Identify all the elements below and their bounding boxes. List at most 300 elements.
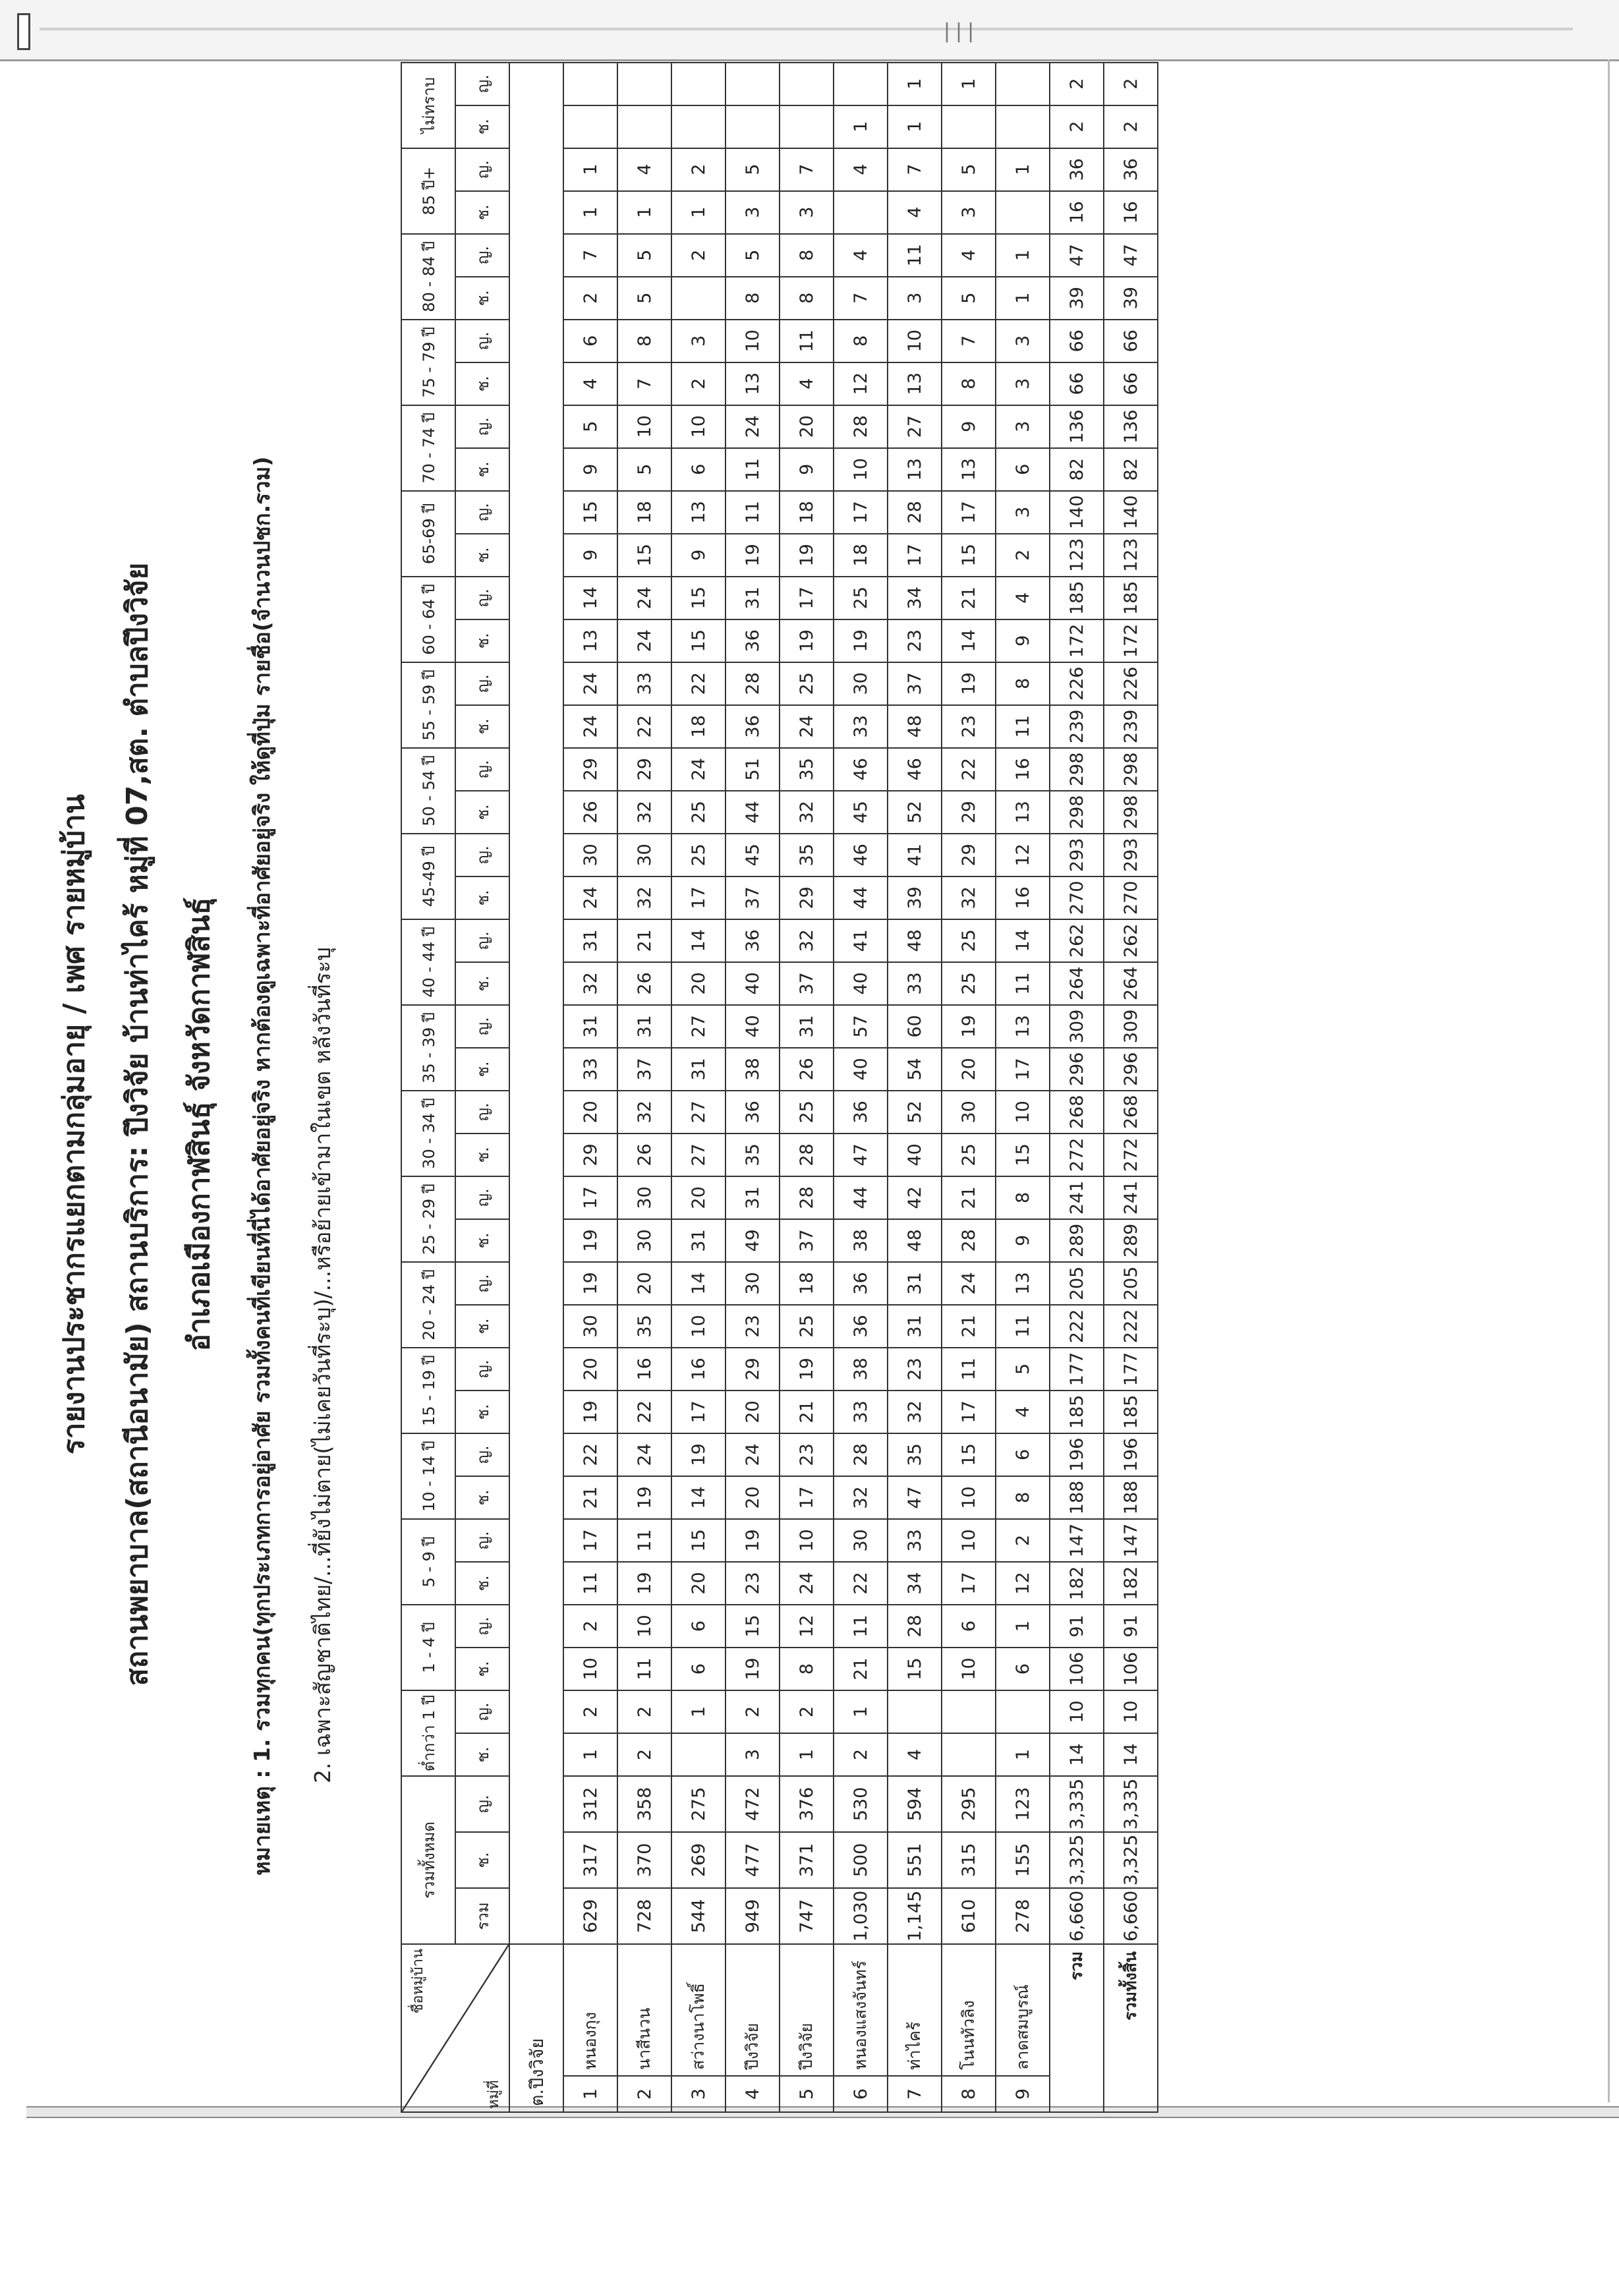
cell-age-female: 293	[1104, 834, 1158, 876]
header-age-male: ช.	[455, 277, 509, 320]
cell-age-female: 51	[725, 748, 780, 791]
cell-age-female: 24	[617, 577, 671, 619]
header-age-female: ญ.	[455, 1348, 509, 1391]
village-no: 5	[780, 2076, 834, 2112]
header-age-group: 65-69 ปี	[401, 491, 455, 577]
cell-age-male: 1	[888, 105, 942, 148]
cell-age-female: 38	[834, 1348, 888, 1391]
cell-age-male: 4	[563, 362, 617, 405]
cell-age-male: 11	[996, 705, 1050, 748]
cell-age-female: 30	[617, 834, 671, 876]
cell-age-male: 33	[834, 705, 888, 748]
cell-age-male: 9	[780, 448, 834, 491]
cell-age-female: 29	[617, 748, 671, 791]
header-age-male: ช.	[455, 1219, 509, 1262]
header-age-female: ญ.	[455, 1005, 509, 1048]
cell-age-female: 226	[1104, 662, 1158, 705]
cell-age-female: 19	[780, 1348, 834, 1391]
cell-age-male: 3	[725, 1733, 780, 1776]
cell-age-male: 25	[942, 962, 996, 1005]
cell-age-male: 24	[780, 1562, 834, 1605]
cell-age-male: 39	[1104, 277, 1158, 320]
cell-age-female: 25	[942, 919, 996, 962]
cell-age-male: 31	[671, 1219, 725, 1262]
cell-age-male: 32	[617, 791, 671, 834]
cell-age-male: 13	[888, 448, 942, 491]
cell-age-female: 4	[996, 577, 1050, 619]
cell-age-female: 22	[563, 1433, 617, 1476]
cell-age-female: 16	[671, 1348, 725, 1391]
cell-age-female: 10	[780, 1519, 834, 1562]
cell-age-male: 1	[563, 191, 617, 234]
cell-age-female: 11	[888, 234, 942, 277]
cell-age-female: 205	[1050, 1262, 1104, 1305]
header-village-no: หมู่ที่	[486, 2080, 502, 2109]
cell-age-male: 28	[942, 1219, 996, 1262]
cell-age-female: 31	[888, 1262, 942, 1305]
cell-age-male	[671, 277, 725, 320]
cell-age-male: 32	[617, 876, 671, 919]
cell-age-male	[996, 105, 1050, 148]
cell-age-female: 19	[725, 1519, 780, 1562]
header-age-group: 25 - 29 ปี	[401, 1176, 455, 1262]
cell-age-male: 8	[942, 362, 996, 405]
cell-age-male	[725, 105, 780, 148]
cell-age-female: 14	[563, 577, 617, 619]
cell-male: 315	[942, 1832, 996, 1888]
cell-age-female: 2	[1104, 63, 1158, 105]
header-age-group: 50 - 54 ปี	[401, 748, 455, 834]
cell-age-male: 21	[780, 1391, 834, 1433]
cell-age-female: 8	[834, 320, 888, 362]
cell-age-male: 25	[671, 791, 725, 834]
header-age-female: ญ.	[455, 1519, 509, 1562]
cell-age-female: 30	[617, 1176, 671, 1219]
cell-age-male: 31	[888, 1305, 942, 1348]
header-age-male: ช.	[455, 1648, 509, 1690]
cell-age-male: 1	[834, 105, 888, 148]
table-row	[671, 63, 725, 2112]
cell-age-male: 185	[1050, 1391, 1104, 1433]
cell-age-male	[671, 105, 725, 148]
cell-age-male: 21	[563, 1476, 617, 1519]
cell-age-male: 30	[617, 1219, 671, 1262]
cell-age-male: 15	[617, 534, 671, 577]
cell-age-female: 136	[1050, 405, 1104, 448]
cell-age-female: 2	[563, 1690, 617, 1733]
cell-age-female: 15	[671, 577, 725, 619]
cell-age-male: 24	[617, 619, 671, 662]
cell-age-female: 18	[780, 491, 834, 534]
cell-age-male: 3	[725, 191, 780, 234]
cell-age-male: 15	[942, 534, 996, 577]
village-no: 3	[671, 2076, 725, 2112]
cell-age-female: 6	[563, 320, 617, 362]
cell-age-male: 5	[617, 448, 671, 491]
report-title: รายงานประชากรแยกตามกลุ่มอายุ / เพศ รายหมู่บ้าน	[57, 794, 91, 1454]
cell-age-female: 41	[888, 834, 942, 876]
cell-female: 472	[725, 1776, 780, 1832]
cell-age-female: 25	[834, 577, 888, 619]
cell-age-male: 2	[996, 534, 1050, 577]
cell-age-male: 14	[671, 1476, 725, 1519]
cell-age-male: 182	[1104, 1562, 1158, 1605]
cell-age-male: 22	[617, 1391, 671, 1433]
header-age-male: ช.	[455, 1305, 509, 1348]
cell-age-male: 45	[834, 791, 888, 834]
cell-total: 544	[671, 1888, 725, 1944]
cell-age-female: 2	[563, 1605, 617, 1648]
cell-male: 477	[725, 1832, 780, 1888]
cell-age-male: 106	[1104, 1648, 1158, 1690]
cell-age-male: 24	[780, 705, 834, 748]
header-age-male: ช.	[455, 705, 509, 748]
cell-age-male: 272	[1050, 1134, 1104, 1176]
header-age-male: ช.	[455, 962, 509, 1005]
cell-age-male	[942, 1733, 996, 1776]
cell-age-female	[780, 63, 834, 105]
cell-age-male: 123	[1050, 534, 1104, 577]
cell-age-male: 188	[1050, 1476, 1104, 1519]
cell-age-male: 1	[996, 277, 1050, 320]
cell-age-female: 13	[671, 491, 725, 534]
cell-age-female: 20	[563, 1091, 617, 1134]
cell-age-female: 136	[1104, 405, 1158, 448]
table-row	[563, 63, 617, 2112]
cell-age-female: 37	[888, 662, 942, 705]
cell-age-female: 36	[834, 1091, 888, 1134]
cell-age-male: 13	[888, 362, 942, 405]
cell-age-female: 19	[563, 1262, 617, 1305]
header-age-male: ช.	[455, 105, 509, 148]
cell-age-female: 31	[617, 1005, 671, 1048]
cell-age-male	[563, 105, 617, 148]
cell-age-male: 270	[1104, 876, 1158, 919]
cell-age-male: 37	[617, 1048, 671, 1091]
page-edge	[1608, 59, 1610, 2102]
cell-age-male: 3	[888, 277, 942, 320]
village-name: หนองแสงจันทร์	[834, 1944, 888, 2076]
cell-total: 278	[996, 1888, 1050, 1944]
cell-age-male	[617, 105, 671, 148]
cell-age-female: 31	[780, 1005, 834, 1048]
header-age-female: ญ.	[455, 1433, 509, 1476]
cell-age-male: 2	[834, 1733, 888, 1776]
cell-female: 295	[942, 1776, 996, 1832]
cell-age-male	[780, 105, 834, 148]
cell-age-male: 9	[671, 534, 725, 577]
cell-age-female: 11	[725, 491, 780, 534]
cell-age-female: 20	[780, 405, 834, 448]
cell-age-male: 31	[671, 1048, 725, 1091]
cell-age-male: 38	[834, 1219, 888, 1262]
cell-age-female: 10	[942, 1519, 996, 1562]
cell-age-female: 28	[780, 1176, 834, 1219]
cell-age-male: 2	[1104, 105, 1158, 148]
cell-age-male: 5	[942, 277, 996, 320]
cell-female: 3,335	[1050, 1776, 1104, 1832]
cell-age-male: 17	[996, 1048, 1050, 1091]
cell-age-male: 32	[888, 1391, 942, 1433]
table-row	[996, 63, 1050, 2112]
cell-age-female: 29	[563, 748, 617, 791]
cell-age-male: 13	[725, 362, 780, 405]
cell-age-male: 3	[996, 362, 1050, 405]
cell-age-male: 298	[1050, 791, 1104, 834]
cell-age-female: 28	[888, 1605, 942, 1648]
cell-age-female: 268	[1050, 1091, 1104, 1134]
cell-age-female: 8	[996, 662, 1050, 705]
header-age-male: ช.	[455, 1733, 509, 1776]
cell-age-male: 264	[1050, 962, 1104, 1005]
header-age-male: ช.	[455, 791, 509, 834]
cell-age-female: 1	[671, 1690, 725, 1733]
cell-age-male: 32	[563, 962, 617, 1005]
cell-age-male: 19	[725, 534, 780, 577]
cell-age-male: 47	[888, 1476, 942, 1519]
cell-age-male: 289	[1104, 1219, 1158, 1262]
cell-age-female	[617, 63, 671, 105]
cell-age-male: 4	[888, 191, 942, 234]
cell-age-female: 7	[942, 320, 996, 362]
cell-age-female: 140	[1050, 491, 1104, 534]
cell-total: 6,660	[1104, 1888, 1158, 1944]
cell-age-female: 25	[780, 662, 834, 705]
village-name: สว่างนาโพธิ์	[671, 1944, 725, 2076]
cell-age-female: 21	[617, 919, 671, 962]
cell-total: 1,030	[834, 1888, 888, 1944]
cell-age-male: 289	[1050, 1219, 1104, 1262]
cell-age-female: 268	[1104, 1091, 1158, 1134]
cell-total: 610	[942, 1888, 996, 1944]
header-age-group: 20 - 24 ปี	[401, 1262, 455, 1348]
cell-age-female: 46	[888, 748, 942, 791]
cell-age-female: 31	[563, 919, 617, 962]
cell-age-female: 1	[563, 148, 617, 191]
header-sub-female: ญ.	[455, 1776, 509, 1832]
cell-age-male	[834, 191, 888, 234]
cell-age-male: 13	[942, 448, 996, 491]
cell-age-male: 3	[780, 191, 834, 234]
cell-age-female: 41	[834, 919, 888, 962]
village-no: 9	[996, 2076, 1050, 2112]
cell-age-male: 11	[725, 448, 780, 491]
cell-age-male: 8	[725, 277, 780, 320]
cell-age-female: 24	[563, 662, 617, 705]
cell-age-female: 7	[888, 148, 942, 191]
cell-age-male: 296	[1104, 1048, 1158, 1091]
cell-age-male: 34	[888, 1562, 942, 1605]
header-age-male: ช.	[455, 619, 509, 662]
village-no: 2	[617, 2076, 671, 2112]
cell-age-female: 24	[942, 1262, 996, 1305]
cell-age-male: 16	[996, 876, 1050, 919]
cell-age-female: 31	[563, 1005, 617, 1048]
cell-age-male: 1	[996, 1733, 1050, 1776]
cell-age-female: 16	[617, 1348, 671, 1391]
cell-age-male: 44	[725, 791, 780, 834]
header-age-female: ญ.	[455, 1690, 509, 1733]
cell-age-female: 3	[996, 491, 1050, 534]
header-age-male: ช.	[455, 362, 509, 405]
cell-age-female: 1	[888, 63, 942, 105]
cell-age-female: 147	[1104, 1519, 1158, 1562]
cell-age-female	[563, 63, 617, 105]
header-age-male: ช.	[455, 534, 509, 577]
district-label: ต.ปึงวิจัย	[509, 1944, 563, 2112]
cell-age-female: 13	[996, 1005, 1050, 1048]
cell-age-male: 16	[1104, 191, 1158, 234]
cell-age-female: 241	[1050, 1176, 1104, 1219]
cell-age-male: 264	[1104, 962, 1158, 1005]
cell-age-male: 19	[725, 1648, 780, 1690]
cell-age-female: 3	[996, 405, 1050, 448]
cell-age-female: 7	[780, 148, 834, 191]
header-age-female: ญ.	[455, 577, 509, 619]
cell-age-male: 4	[888, 1733, 942, 1776]
cell-age-female: 196	[1050, 1433, 1104, 1476]
cell-age-male: 4	[996, 1391, 1050, 1433]
cell-age-female: 40	[725, 1005, 780, 1048]
cell-age-female	[834, 63, 888, 105]
cell-age-male: 296	[1050, 1048, 1104, 1091]
cell-male: 269	[671, 1832, 725, 1888]
cell-total: 728	[617, 1888, 671, 1944]
cell-age-female: 36	[1104, 148, 1158, 191]
village-no: 4	[725, 2076, 780, 2112]
cell-age-female: 27	[671, 1005, 725, 1048]
cell-age-male: 54	[888, 1048, 942, 1091]
district-line: อำเภอเมืองกาฬสินธุ์ จังหวัดกาฬสินธุ์	[183, 897, 216, 1352]
cell-age-male: 13	[563, 619, 617, 662]
cell-age-female: 11	[834, 1605, 888, 1648]
cell-age-male: 20	[671, 962, 725, 1005]
cell-age-male: 222	[1104, 1305, 1158, 1348]
cell-age-female: 66	[1050, 320, 1104, 362]
note-1: หมายเหตุ : 1. รวมทุกคน(ทุกประเภทการอยู่อาศัย รวมทั้งคนที่เขียนที่นี่ได้อาศัยอยู่จริง หากต้องดูเฉพาะที่อาศัยอยู่จริง ให้ดูที่ปุ่ม รายชื่อ(จำนวนปชก.รวม)	[249, 456, 275, 1876]
cell-age-female: 17	[942, 491, 996, 534]
population-table	[401, 62, 1158, 2113]
cell-age-male: 37	[725, 876, 780, 919]
cell-age-male: 29	[780, 876, 834, 919]
cell-age-male: 11	[617, 1648, 671, 1690]
header-age-female: ญ.	[455, 320, 509, 362]
header-village-name: ชื่อหมู่บ้าน	[410, 1949, 426, 2014]
cell-age-male: 6	[996, 448, 1050, 491]
cell-female: 376	[780, 1776, 834, 1832]
cell-age-female: 44	[834, 1176, 888, 1219]
cell-age-male: 19	[780, 534, 834, 577]
table-row	[725, 63, 780, 2112]
cell-age-female: 8	[617, 320, 671, 362]
cell-age-male: 25	[942, 1134, 996, 1176]
cell-age-female: 20	[563, 1348, 617, 1391]
cell-male: 371	[780, 1832, 834, 1888]
cell-age-female: 177	[1050, 1348, 1104, 1391]
cell-age-female: 46	[834, 748, 888, 791]
village-name: โนนทัวลิง	[942, 1944, 996, 2076]
cell-age-male: 14	[1104, 1733, 1158, 1776]
cell-age-male: 21	[834, 1648, 888, 1690]
cell-age-male: 30	[563, 1305, 617, 1348]
report-page	[57, 74, 1574, 2152]
cell-age-female: 91	[1050, 1605, 1104, 1648]
cell-age-male: 24	[563, 705, 617, 748]
cell-age-female: 8	[780, 234, 834, 277]
cell-age-male: 12	[996, 1562, 1050, 1605]
header-age-group: ไม่ทราบ	[401, 63, 455, 148]
cell-age-female: 24	[617, 1433, 671, 1476]
cell-age-male: 7	[834, 277, 888, 320]
cell-age-male: 1	[671, 191, 725, 234]
header-age-female: ญ.	[455, 834, 509, 876]
cell-total: 6,660	[1050, 1888, 1104, 1944]
cell-age-male: 38	[725, 1048, 780, 1091]
cell-age-female: 15	[563, 491, 617, 534]
cell-age-male: 10	[671, 1305, 725, 1348]
cell-age-male: 33	[563, 1048, 617, 1091]
cell-age-female: 293	[1050, 834, 1104, 876]
cell-age-female: 140	[1104, 491, 1158, 534]
cell-age-female: 8	[996, 1176, 1050, 1219]
cell-age-female: 36	[725, 1091, 780, 1134]
cell-age-female: 5	[563, 405, 617, 448]
cell-age-male: 19	[563, 1219, 617, 1262]
summary-label: รวม	[1050, 1944, 1104, 2112]
cell-age-female: 17	[834, 491, 888, 534]
cell-age-female: 35	[888, 1433, 942, 1476]
cell-age-male: 14	[1050, 1733, 1104, 1776]
header-age-male: ช.	[455, 191, 509, 234]
cell-female: 275	[671, 1776, 725, 1832]
cell-age-male: 15	[671, 619, 725, 662]
cell-age-male: 182	[1050, 1562, 1104, 1605]
cell-age-female: 196	[1104, 1433, 1158, 1476]
cell-age-male: 20	[725, 1476, 780, 1519]
cell-age-male: 48	[888, 705, 942, 748]
cell-age-male: 106	[1050, 1648, 1104, 1690]
header-age-female: ญ.	[455, 491, 509, 534]
cell-age-female: 241	[1104, 1176, 1158, 1219]
header-age-female: ญ.	[455, 148, 509, 191]
cell-age-female: 14	[996, 919, 1050, 962]
cell-age-male: 66	[1104, 362, 1158, 405]
cell-age-male: 1	[780, 1733, 834, 1776]
header-age-female: ญ.	[455, 1091, 509, 1134]
cell-age-male: 11	[996, 962, 1050, 1005]
cell-male: 370	[617, 1832, 671, 1888]
header-age-female: ญ.	[455, 748, 509, 791]
header-total-group: รวมทั้งหมด	[401, 1776, 455, 1944]
cell-age-female: 2	[671, 234, 725, 277]
cell-age-female: 5	[617, 234, 671, 277]
grip-icon: |||	[941, 20, 977, 43]
station-line: สถานพยาบาล(สถานีอนามัย) สถานบริการ: ปึงวิจัย บ้านท่าไคร้ หมู่ที่ 07,สต. ตำบลปึงวิจัย	[121, 562, 154, 1686]
village-no: 1	[563, 2076, 617, 2112]
cell-age-female: 5	[725, 148, 780, 191]
cell-age-male	[671, 1733, 725, 1776]
cell-age-female: 25	[671, 834, 725, 876]
cell-age-male: 25	[780, 1305, 834, 1348]
cell-age-female: 185	[1104, 577, 1158, 619]
cell-age-male: 1	[617, 191, 671, 234]
cell-age-male: 23	[725, 1305, 780, 1348]
cell-age-male: 29	[563, 1134, 617, 1176]
cell-male: 155	[996, 1832, 1050, 1888]
cell-age-female	[996, 63, 1050, 105]
header-age-male: ช.	[455, 1391, 509, 1433]
header-age-female: ญ.	[455, 1605, 509, 1648]
